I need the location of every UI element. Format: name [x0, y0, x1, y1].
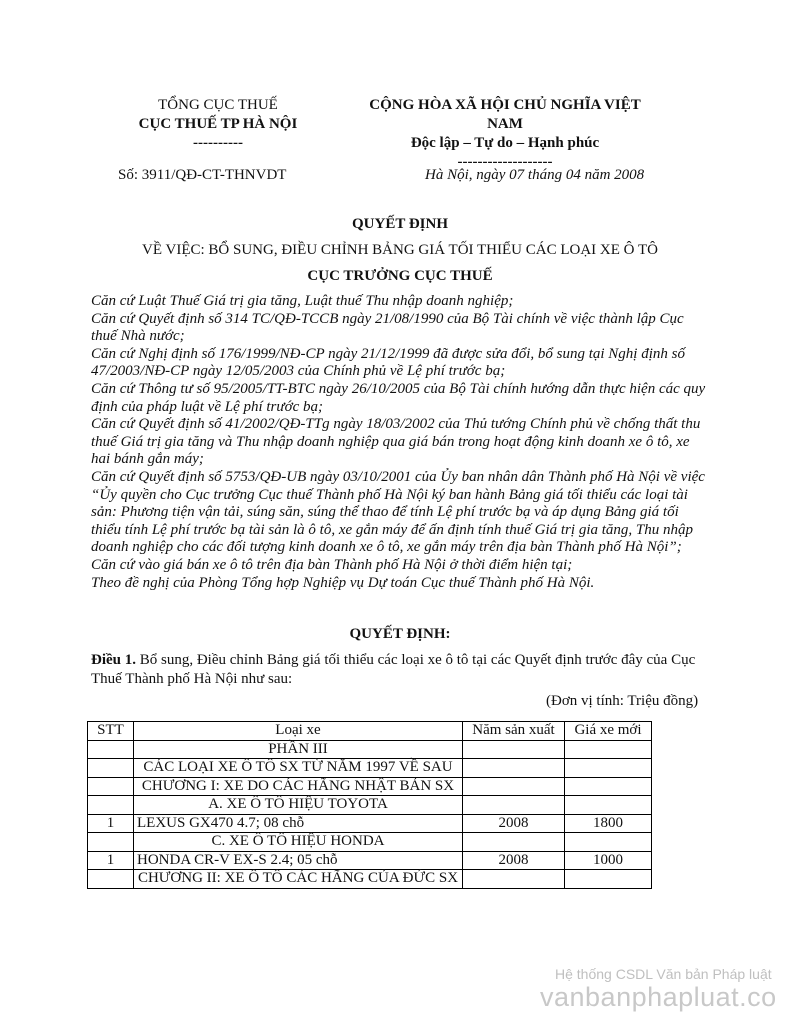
cell-year [463, 796, 565, 815]
unit-note: (Đơn vị tính: Triệu đồng) [546, 693, 699, 709]
legal-bases [91, 293, 711, 592]
watermark-caption: Hệ thống CSDL Văn bản Pháp luật [555, 966, 772, 982]
basis-item: Căn cứ Nghị định số 176/1999/NĐ-CP ngày 21/12/1999 đã được sửa đổi, bổ sung tại Nghị định số 47/2003/NĐ-CP ngày 12/05/2003 của Chính phủ về Lệ phí trước bạ; [91, 345, 685, 380]
cell-vehicle: CHƯƠNG II: XE Ô TÔ CÁC HÃNG CỦA ĐỨC SX [134, 870, 463, 889]
cell-year: 2008 [463, 814, 565, 833]
table-row [88, 833, 652, 852]
cell-stt: 1 [88, 851, 134, 870]
cell-stt [88, 833, 134, 852]
country-name-line2: NAM [487, 116, 523, 132]
cell-stt [88, 777, 134, 796]
agency-parent: TỔNG CỤC THUẾ [158, 97, 278, 113]
national-block [340, 96, 670, 172]
agency-block [118, 96, 318, 153]
header-price: Giá xe mới [565, 722, 652, 741]
header-vehicle: Loại xe [134, 722, 463, 741]
cell-year [463, 740, 565, 759]
cell-year [463, 870, 565, 889]
article-label: Điều 1. [91, 652, 136, 668]
country-name-line1: CỘNG HÒA XÃ HỘI CHỦ NGHĨA VIỆT [369, 97, 641, 113]
table-row [88, 851, 652, 870]
cell-price [565, 759, 652, 778]
basis-item: Căn cứ Quyết định số 5753/QĐ-UB ngày 03/10/2001 của Ủy ban nhân dân Thành phố Hà Nội về việc “Ủy quyền cho Cục trưởng Cục thuế Thành phố Hà Nội ký ban hành Bảng giá tối thiểu các loại tài sản: Phương tiện vận tải, súng săn, súng thể thao để tính Lệ phí trước bạ và áp dụng Bảng giá tối thiểu tính Lệ phí trước bạ tài sản là ô tô, xe gắn máy để ấn định tính thuế Giá trị gia tăng, Thu nhập doanh nghiệp cho các đối tượng kinh doanh xe ô tô, xe gắn máy trên địa bàn Thành phố Hà Nội”; [91, 468, 705, 556]
agency-name: CỤC THUẾ TP HÀ NỘI [138, 116, 298, 132]
cell-price [565, 833, 652, 852]
basis-item: Căn cứ Quyết định số 314 TC/QĐ-TCCB ngày 21/08/1990 của Bộ Tài chính về việc thành lập Cục thuế Nhà nước; [91, 310, 684, 345]
article-text: Bổ sung, Điều chỉnh Bảng giá tối thiểu các loại xe ô tô tại các Quyết định trước đây của Cục Thuế Thành phố Hà Nội như sau: [91, 652, 696, 687]
cell-vehicle: PHẦN III [134, 740, 463, 759]
cell-price [565, 740, 652, 759]
document-type: QUYẾT ĐỊNH [352, 216, 448, 232]
cell-year [463, 833, 565, 852]
cell-vehicle: C. XE Ô TÔ HIỆU HONDA [134, 833, 463, 852]
cell-price [565, 870, 652, 889]
table-row [88, 796, 652, 815]
table-row [88, 814, 652, 833]
cell-vehicle: CÁC LOẠI XE Ô TÔ SX TỪ NĂM 1997 VỀ SAU [134, 759, 463, 778]
document-number: Số: 3911/QĐ-CT-THNVDT [118, 167, 287, 183]
basis-item: Căn cứ Luật Thuế Giá trị gia tăng, Luật thuế Thu nhập doanh nghiệp; [91, 293, 514, 309]
decision-heading: QUYẾT ĐỊNH: [349, 626, 451, 642]
header-stt: STT [88, 722, 134, 741]
agency-rule: ---------- [193, 135, 243, 151]
cell-vehicle: A. XE Ô TÔ HIỆU TOYOTA [134, 796, 463, 815]
cell-year: 2008 [463, 851, 565, 870]
cell-price: 1800 [565, 814, 652, 833]
motto-rule: ------------------- [457, 154, 553, 170]
table-row [88, 740, 652, 759]
cell-vehicle: LEXUS GX470 4.7; 08 chỗ [134, 814, 463, 833]
document-subject: VỀ VIỆC: BỔ SUNG, ĐIỀU CHỈNH BẢNG GIÁ TỐI THIỂU CÁC LOẠI XE Ô TÔ [142, 242, 658, 258]
issuer-title: CỤC TRƯỞNG CỤC THUẾ [307, 268, 493, 284]
table-row [88, 870, 652, 889]
cell-stt [88, 740, 134, 759]
cell-stt [88, 759, 134, 778]
basis-item: Căn cứ vào giá bán xe ô tô trên địa bàn Thành phố Hà Nội ở thời điểm hiện tại; [91, 556, 573, 573]
article-1 [91, 651, 711, 688]
cell-year [463, 759, 565, 778]
motto: Độc lập – Tự do – Hạnh phúc [410, 135, 600, 151]
basis-item: Căn cứ Thông tư số 95/2005/TT-BTC ngày 26/10/2005 của Bộ Tài chính hướng dẫn thực hiện các quy định của pháp luật về Lệ phí trước bạ; [91, 380, 706, 415]
table-row [88, 759, 652, 778]
basis-item: Căn cứ Quyết định số 41/2002/QĐ-TTg ngày 18/03/2002 của Thủ tướng Chính phủ về chống thất thu thuế Giá trị gia tăng và Thu nhập doanh nghiệp qua giá bán trong hoạt động kinh doanh xe ô tô, xe hai bánh gắn máy; [91, 416, 701, 468]
table-header-row [88, 722, 652, 741]
price-table [87, 721, 652, 889]
header-year: Năm sản xuất [463, 722, 565, 741]
place-date: Hà Nội, ngày 07 tháng 04 năm 2008 [425, 167, 645, 183]
table-row [88, 777, 652, 796]
watermark-site: vanbanphapluat.co [540, 982, 777, 1012]
cell-price: 1000 [565, 851, 652, 870]
cell-price [565, 796, 652, 815]
cell-stt [88, 796, 134, 815]
cell-vehicle: CHƯƠNG I: XE DO CÁC HÃNG NHẬT BẢN SX [134, 777, 463, 796]
cell-price [565, 777, 652, 796]
cell-vehicle: HONDA CR-V EX-S 2.4; 05 chỗ [134, 851, 463, 870]
cell-stt: 1 [88, 814, 134, 833]
cell-year [463, 777, 565, 796]
basis-item: Theo đề nghị của Phòng Tổng hợp Nghiệp vụ Dự toán Cục thuế Thành phố Hà Nội. [91, 574, 595, 591]
cell-stt [88, 870, 134, 889]
